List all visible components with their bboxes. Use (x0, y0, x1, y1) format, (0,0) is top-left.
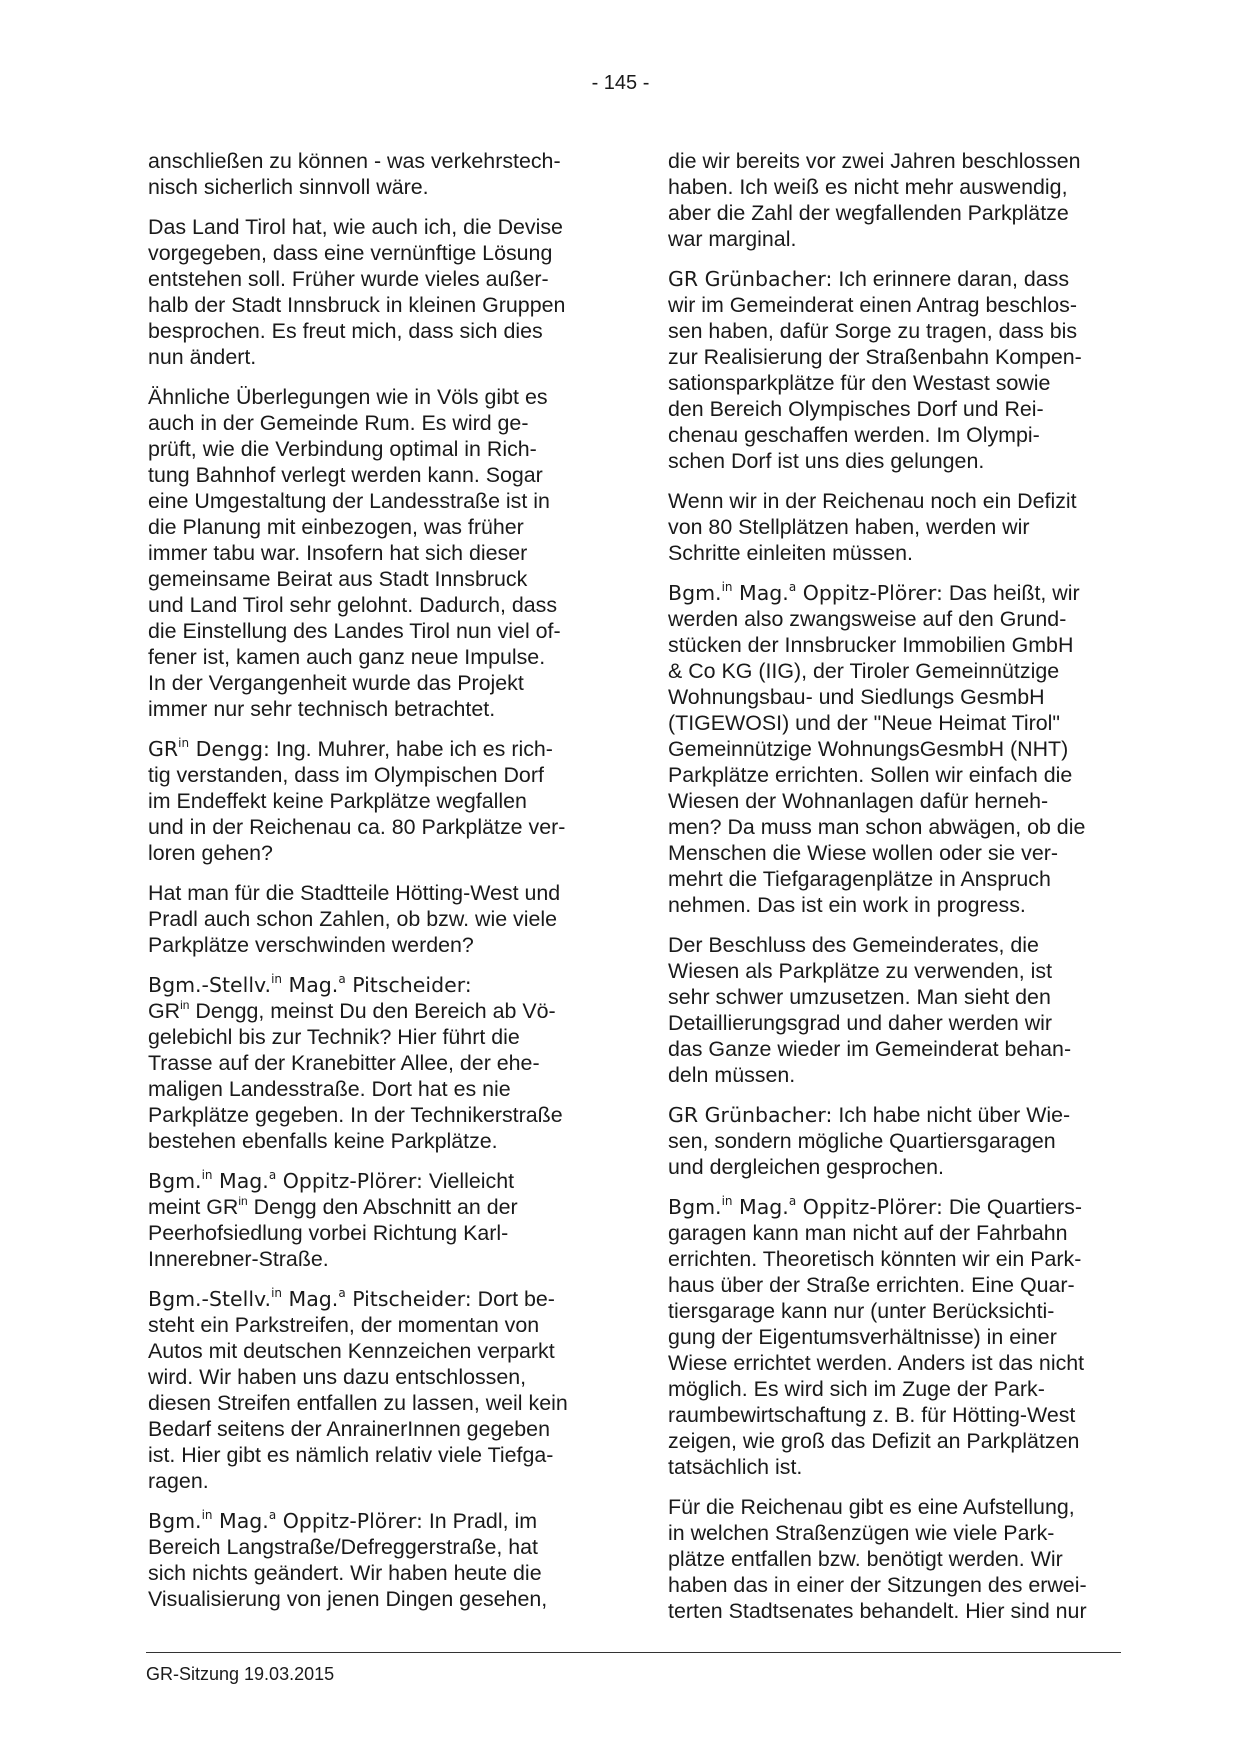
speaker-label: Bgm.$^{in}$ Mag.$^a$ Oppitz-Plörer: (668, 580, 943, 605)
paragraph (148, 1508, 598, 1612)
paragraph (668, 488, 1120, 566)
paragraph-text: Wenn wir in der Reichenau noch ein Defizit von 80 Stellplätzen haben, werden wir Schritte einleiten müssen. (668, 489, 1077, 565)
paragraph-text: Vielleicht meint $GR^{in}$ Dengg den Abschnitt an der Peerhofsiedlung vorbei Richtung Karl- Innerebner-Straße. (148, 1169, 518, 1271)
speaker-label: Bgm.$^{in}$ Mag.$^a$ Oppitz-Plörer: (148, 1168, 423, 1193)
paragraph (148, 736, 598, 866)
paragraph-text: Ich habe nicht über Wie- sen, sondern mögliche Quartiersgaragen und dergleichen gesprochen. (668, 1103, 1071, 1179)
paragraph (668, 932, 1120, 1088)
paragraph (148, 880, 598, 958)
paragraph-text: $GR^{in}$ Dengg, meinst Du den Bereich ab Vö- gelebichl bis zur Technik? Hier führt die Trasse auf der Kranebitter Allee, der ehe- maligen Landesstraße. Dort hat es nie Parkplätze gegeben. In der Technikerstraße bestehen ebenfalls keine Parkplätze. (148, 998, 563, 1153)
paragraph (668, 1102, 1120, 1180)
paragraph (148, 1168, 598, 1272)
paragraph-text: anschließen zu können - was verkehrstech- nisch sicherlich sinnvoll wäre. (148, 149, 561, 199)
paragraph-text: Ich erinnere daran, dass wir im Gemeinderat einen Antrag beschlos- sen haben, dafür Sorge zu tragen, dass bis zur Realisierung der Straßenbahn Kompen- sationsparkplätze für den Westast sowie den Bereich Olympisches Dorf und Rei- chenau geschaffen werden. Im Olympi- schen Dorf ist uns dies gelungen. (668, 267, 1082, 473)
paragraph (668, 580, 1120, 918)
paragraph-text: Hat man für die Stadtteile Hötting-West und Pradl auch schon Zahlen, ob bzw. wie viele Parkplätze verschwinden werden? (148, 881, 561, 957)
paragraph-text: Für die Reichenau gibt es eine Aufstellung, in welchen Straßenzügen wie viele Park- plätze entfallen bzw. benötigt werden. Wir haben das in einer der Sitzungen des erwei- terten Stadtsenates behandelt. Hier sind nur (668, 1495, 1087, 1623)
paragraph (148, 1286, 598, 1494)
paragraph-text: Die Quartiers- garagen kann man nicht auf der Fahrbahn errichten. Theoretisch könnten wir ein Park- haus über der Straße errichten. Eine Quar- tiersgarage kann nur (unter Berücksichti- gung der Eigentumsverhältnisse) in einer Wiese errichtet werden. Anders ist das nicht möglich. Es wird sich im Zuge der Park- raumbewirtschaftung z. B. für Hötting-West zeigen, wie groß das Defizit an Parkplätzen tatsächlich ist. (668, 1195, 1085, 1479)
page-number: - 145 - (591, 72, 650, 94)
left-column (148, 148, 598, 1626)
paragraph (148, 972, 598, 1154)
footer-divider (146, 1652, 1121, 1653)
paragraph-text: Das heißt, wir werden also zwangsweise auf den Grund- stücken der Innsbrucker Immobilien GmbH & Co KG (IIG), der Tiroler Gemeinnützige Wohnungsbau- und Siedlungs GesmbH (TIGEWOSI) und der "Neue Heimat Tirol" Gemeinnützige WohnungsGesmbH (NHT) Parkplätze errichten. Sollen wir einfach die Wiesen der Wohnanlagen dafür herneh- men? Da muss man schon abwägen, ob die Menschen die Wiese wollen oder sie ver- mehrt die Tiefgaragenplätze in Anspruch nehmen. Das ist ein work in progress. (668, 581, 1086, 917)
paragraph (668, 1494, 1120, 1624)
footer-session-date: GR-Sitzung 19.03.2015 (146, 1664, 335, 1684)
speaker-label: Bgm.$^{in}$ Mag.$^a$ Oppitz-Plörer: (668, 1194, 943, 1219)
paragraph-text: Der Beschluss des Gemeinderates, die Wiesen als Parkplätze zu verwenden, ist sehr schwer umzusetzen. Man sieht den Detaillierungsgrad und daher werden wir das Ganze wieder im Gemeinderat behan- deln müssen. (668, 933, 1072, 1087)
paragraph-text: In Pradl, im Bereich Langstraße/Defreggerstraße, hat sich nichts geändert. Wir haben heute die Visualisierung von jenen Dingen gesehen, (148, 1509, 548, 1611)
speaker-label: GR Grünbacher: (668, 267, 833, 291)
paragraph-text: die wir bereits vor zwei Jahren beschlossen haben. Ich weiß es nicht mehr auswendig, aber die Zahl der wegfallenden Parkplätze war marginal. (668, 149, 1081, 251)
paragraph (148, 148, 598, 200)
speaker-label: Bgm.-Stellv.$^{in}$ Mag.$^a$ Pitscheider: (148, 1286, 472, 1311)
speaker-label: Bgm.$^{in}$ Mag.$^a$ Oppitz-Plörer: (148, 1508, 423, 1533)
speaker-label: $GR^{in}$ Dengg: (148, 736, 270, 761)
paragraph-text: Das Land Tirol hat, wie auch ich, die Devise vorgegeben, dass eine vernünftige Lösung entstehen soll. Früher wurde vieles außer- halb der Stadt Innsbruck in kleinen Gruppen besprochen. Es freut mich, dass sich dies nun ändert. (148, 215, 566, 369)
paragraph-text: Ähnliche Überlegungen wie in Völs gibt es auch in der Gemeinde Rum. Es wird ge- prüft, wie die Verbindung optimal in Rich- tung Bahnhof verlegt werden kann. Sogar eine Umgestaltung der Landesstraße ist in die Planung mit einbezogen, was früher immer tabu war. Insofern hat sich dieser gemeinsame Beirat aus Stadt Innsbruck und Land Tirol sehr gelohnt. Dadurch, dass die Einstellung des Landes Tirol nun viel of- fener ist, kamen auch ganz neue Impulse. In der Vergangenheit wurde das Projekt immer nur sehr technisch betrachtet. (148, 385, 561, 721)
paragraph (668, 1194, 1120, 1480)
paragraph (148, 214, 598, 370)
paragraph (668, 148, 1120, 252)
speaker-label: GR Grünbacher: (668, 1103, 833, 1127)
paragraph-text: Dort be- steht ein Parkstreifen, der momentan von Autos mit deutschen Kennzeichen verparkt wird. Wir haben uns dazu entschlossen, diesen Streifen entfallen zu lassen, weil kein Bedarf seitens der AnrainerInnen gegeben ist. Hier gibt es nämlich relativ viele Tiefga- ragen. (148, 1287, 568, 1493)
right-column (668, 148, 1120, 1638)
speaker-label: Bgm.-Stellv.$^{in}$ Mag.$^a$ Pitscheider: (148, 972, 472, 997)
paragraph (668, 266, 1120, 474)
paragraph (148, 384, 598, 722)
paragraph-text: Ing. Muhrer, habe ich es rich- tig verstanden, dass im Olympischen Dorf im Endeffekt keine Parkplätze wegfallen und in der Reichenau ca. 80 Parkplätze ver- loren gehen? (148, 737, 566, 865)
